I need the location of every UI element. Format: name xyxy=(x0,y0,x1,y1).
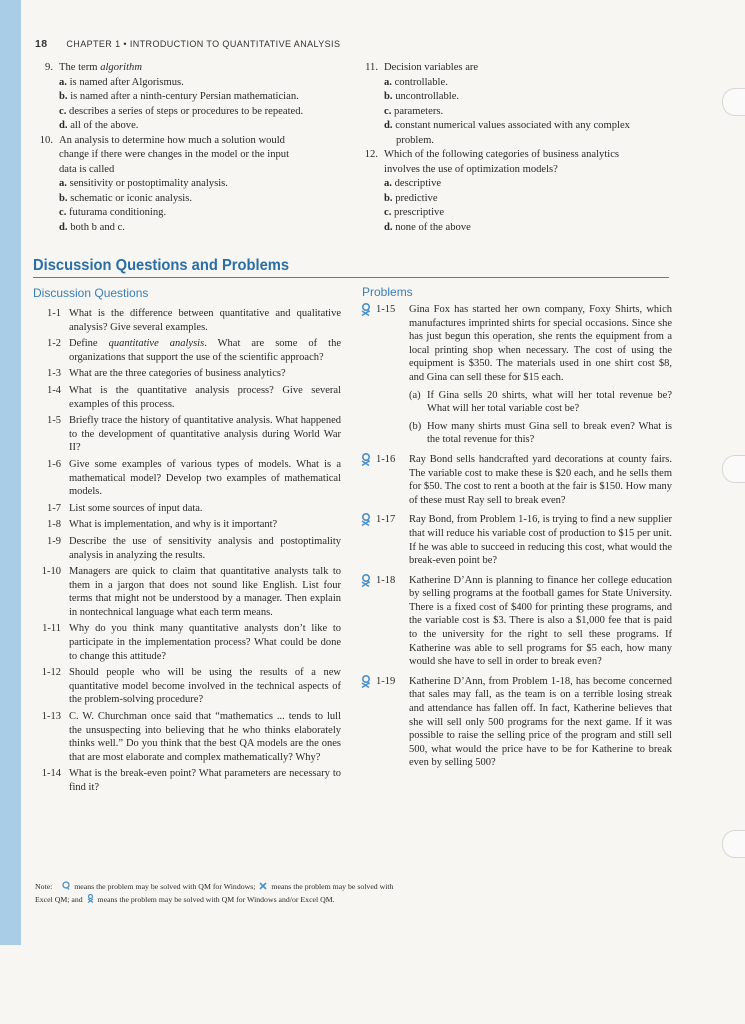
question-text: Briefly trace the history of quantitative analysis. What happened to the development of quantitative analysis during World War II? xyxy=(69,415,341,454)
option: b. schematic or iconic analysis. xyxy=(59,192,192,204)
section-title: Discussion Questions and Problems xyxy=(33,257,290,274)
option: b. is named after a ninth-century Persian mathematician. xyxy=(59,91,299,102)
footnote: Note: means the problem may be solved with QM for Windows; means the problem may be solved with Excel QM; and means the problem may be solved with QM for Windows and/or Excel QM. xyxy=(35,882,394,904)
problem-part: (b) How many shirts must Gina sell to break even? What is the total revenue for this? xyxy=(409,420,672,446)
problem-number: 1-15 xyxy=(376,304,396,315)
qm-excel-icon xyxy=(361,453,372,466)
problem-number: 1-17 xyxy=(376,514,396,526)
page-edge-strip xyxy=(0,0,21,945)
qm-excel-icon xyxy=(361,513,372,526)
qm-excel-icon xyxy=(361,675,372,688)
question-number: 1-11 xyxy=(42,623,61,635)
page-edge-tab xyxy=(722,830,745,858)
chapter-title: CHAPTER 1 • INTRODUCTION TO QUANTITATIVE ANALYSIS xyxy=(66,39,341,49)
problem-1-19 xyxy=(361,675,672,770)
option: d. both b and c. xyxy=(59,221,125,233)
page-number: 18 xyxy=(35,38,48,50)
question-number: 1-6 xyxy=(47,458,61,470)
question-number: 1-8 xyxy=(47,519,61,531)
option: b. predictive xyxy=(384,192,438,204)
option: c. prescriptive xyxy=(384,207,445,218)
option: a. descriptive xyxy=(384,178,442,189)
discussion-question-1-12 xyxy=(31,666,341,707)
option: d. constant numerical values associated with any complex xyxy=(384,120,630,131)
qm-excel-icon xyxy=(361,574,372,587)
discussion-question-1-6 xyxy=(31,458,341,499)
mc-question-11: 11. Decision variables are a. controllable. b. uncontrollable. c. parameters. d. constant numerical values associated with any complex problem. xyxy=(356,61,676,148)
problem-1-16 xyxy=(361,453,672,507)
question-text: Describe the use of sensitivity analysis and postoptimality analysis in analyzing the results. xyxy=(69,535,341,561)
question-number: 1-5 xyxy=(47,415,61,427)
question-number: 1-13 xyxy=(41,711,61,723)
qm-excel-icon xyxy=(361,303,372,316)
problem-1-18 xyxy=(361,574,672,669)
discussion-question-1-9 xyxy=(31,535,341,562)
question-text: What is the break-even point? What parameters are necessary to find it? xyxy=(69,768,341,793)
mc-question-12: 12. Which of the following categories of business analytics involves the use of optimization models? a. descriptive b. predictive c. prescriptive d. none of the above xyxy=(356,148,676,235)
problem-text: Katherine D’Ann is planning to finance her college education by selling programs at the football games for State University. There is a fixed cost of $400 for printing these programs, and the variable cost is $3. There is also a $1,000 fee that is paid to the university for the right to sell these programs. If Katherine was able to sell programs for $5 each, how many would she have to sell in order to break even? xyxy=(409,574,672,668)
option: c. parameters. xyxy=(384,105,444,117)
mc-right-column xyxy=(356,61,676,235)
mc-left-column xyxy=(31,61,341,235)
discussion-question-1-8 xyxy=(31,518,341,532)
discussion-question-1-14 xyxy=(31,767,341,794)
section-divider xyxy=(33,277,669,278)
question-number: 1-14 xyxy=(41,768,61,780)
option: a. is named after Algorismus. xyxy=(59,76,184,88)
option: c. futurama conditioning. xyxy=(59,207,167,218)
problem-1-15 xyxy=(361,303,672,447)
mc-question-10: 10. An analysis to determine how much a solution would change if there were changes in the model or the input data is called a. sensitivity or postoptimality analysis. b. schematic or iconic analysis. c. futurama conditioning. d. both b and c. xyxy=(31,134,341,236)
textbook-page xyxy=(21,0,745,1024)
problem-text: Gina Fox has started her own company, Foxy Shirts, which manufactures imprinted shirts for special occasions. Since she has just begun this operation, she rents the equipment from a local printing shop when necessary. The cost of using the equipment is $350. The materials used in one shirt cost $8, and Gina can sell these for $15 each. xyxy=(409,304,672,383)
question-text: What is the quantitative analysis process? Give several examples of this process. xyxy=(69,384,341,410)
question-number: 1-4 xyxy=(47,384,61,396)
mc-question-9: 9. The term algorithm a. is named after Algorismus. b. is named after a ninth-century Persian mathematician. c. describes a series of steps or procedures to be repeated. d. all of the above. xyxy=(31,61,341,134)
problems-list xyxy=(361,303,672,776)
problem-number: 1-18 xyxy=(376,574,396,586)
question-number: 1-9 xyxy=(47,535,61,547)
question-text: C. W. Churchman once said that “mathematics ... tends to lull the unsuspecting into believing that he who thinks elaborately thinks well.” Do you think that the best QA models are the ones that are most elaborate and complex mathematically? Why? xyxy=(69,711,341,763)
qm-windows-icon xyxy=(62,881,70,890)
question-text: List some sources of input data. xyxy=(69,502,203,514)
problem-number: 1-19 xyxy=(376,675,396,687)
discussion-question-1-11 xyxy=(31,622,341,663)
problem-text: Ray Bond sells handcrafted yard decorations at county fairs. The variable cost to make these is $20 each, and he sells them for $50. The cost to rent a booth at the fair is $150. How many of these must Ray sell to break even? xyxy=(409,453,672,506)
qm-excel-icon xyxy=(87,894,94,903)
discussion-question-1-1 xyxy=(31,307,341,334)
question-text: Give some examples of various types of models. What is a mathematical model? Develop two examples of mathematical models. xyxy=(69,458,341,498)
option: d. none of the above xyxy=(384,221,471,233)
question-text: Define quantitative analysis. What are some of the organizations that support the use of the scientific approach? xyxy=(69,338,341,363)
excel-qm-icon xyxy=(259,882,267,890)
discussion-question-1-13 xyxy=(31,710,341,764)
problem-1-17 xyxy=(361,513,672,567)
problem-number: 1-16 xyxy=(376,453,396,465)
question-text: What is implementation, and why is it important? xyxy=(69,519,278,531)
question-number: 1-2 xyxy=(47,338,61,350)
question-text: Should people who will be using the results of a new quantitative model become involved in the technical aspects of the problem-solving procedure? xyxy=(69,667,341,706)
discussion-question-1-7 xyxy=(31,502,341,516)
option: a. sensitivity or postoptimality analysis. xyxy=(59,178,228,189)
running-header xyxy=(35,38,340,50)
discussion-heading: Discussion Questions xyxy=(33,286,149,300)
option: c. describes a series of steps or procedures to be repeated. xyxy=(59,105,304,117)
discussion-question-1-5 xyxy=(31,414,341,455)
problems-heading: Problems xyxy=(362,285,413,299)
question-number: 1-12 xyxy=(41,667,61,679)
problem-part: (a) If Gina sells 20 shirts, what will her total revenue be? What will her total variable cost be? xyxy=(409,389,672,415)
discussion-question-1-10 xyxy=(31,565,341,619)
problem-text: Katherine D’Ann, from Problem 1-18, has become concerned that sales may fall, as the team is on a terrible losing streak and attendance has fallen off. In fact, Katherine believes that she will sell only 500 programs for the next game. If it was possible to raise the selling price of the program and still sell 500, what would the price have to be for Katherine to break even by selling 500? xyxy=(409,675,672,769)
discussion-question-1-2 xyxy=(31,337,341,364)
discussion-questions-list xyxy=(31,307,341,798)
question-text: What is the difference between quantitative and qualitative analysis? Give several examples. xyxy=(69,308,341,333)
discussion-question-1-3 xyxy=(31,367,341,381)
page-edge-tab xyxy=(722,88,745,116)
question-number: 1-1 xyxy=(47,308,61,319)
option: a. controllable. xyxy=(384,76,448,88)
option: b. uncontrollable. xyxy=(384,91,460,102)
question-text: Why do you think many quantitative analysts don’t like to participate in the implementation process? What could be done to change this attitude? xyxy=(69,623,341,662)
page-edge-tab xyxy=(722,455,745,483)
option: d. all of the above. xyxy=(59,120,139,131)
problem-text: Ray Bond, from Problem 1-16, is trying to find a new supplier that will reduce his variable cost of production to $15 per unit. If he was able to succeed in reducing this cost, what would the break-even point be? xyxy=(409,514,672,567)
question-number: 1-10 xyxy=(41,566,61,578)
question-text: Managers are quick to claim that quantitative analysts talk to them in a jargon that does not sound like English. List four terms that might not be understood by a manager. Then explain in nontechnical language what each term means. xyxy=(69,566,341,618)
question-number: 1-7 xyxy=(47,502,61,514)
question-number: 1-3 xyxy=(47,368,61,380)
discussion-question-1-4 xyxy=(31,384,341,411)
question-text: What are the three categories of business analytics? xyxy=(69,368,286,380)
